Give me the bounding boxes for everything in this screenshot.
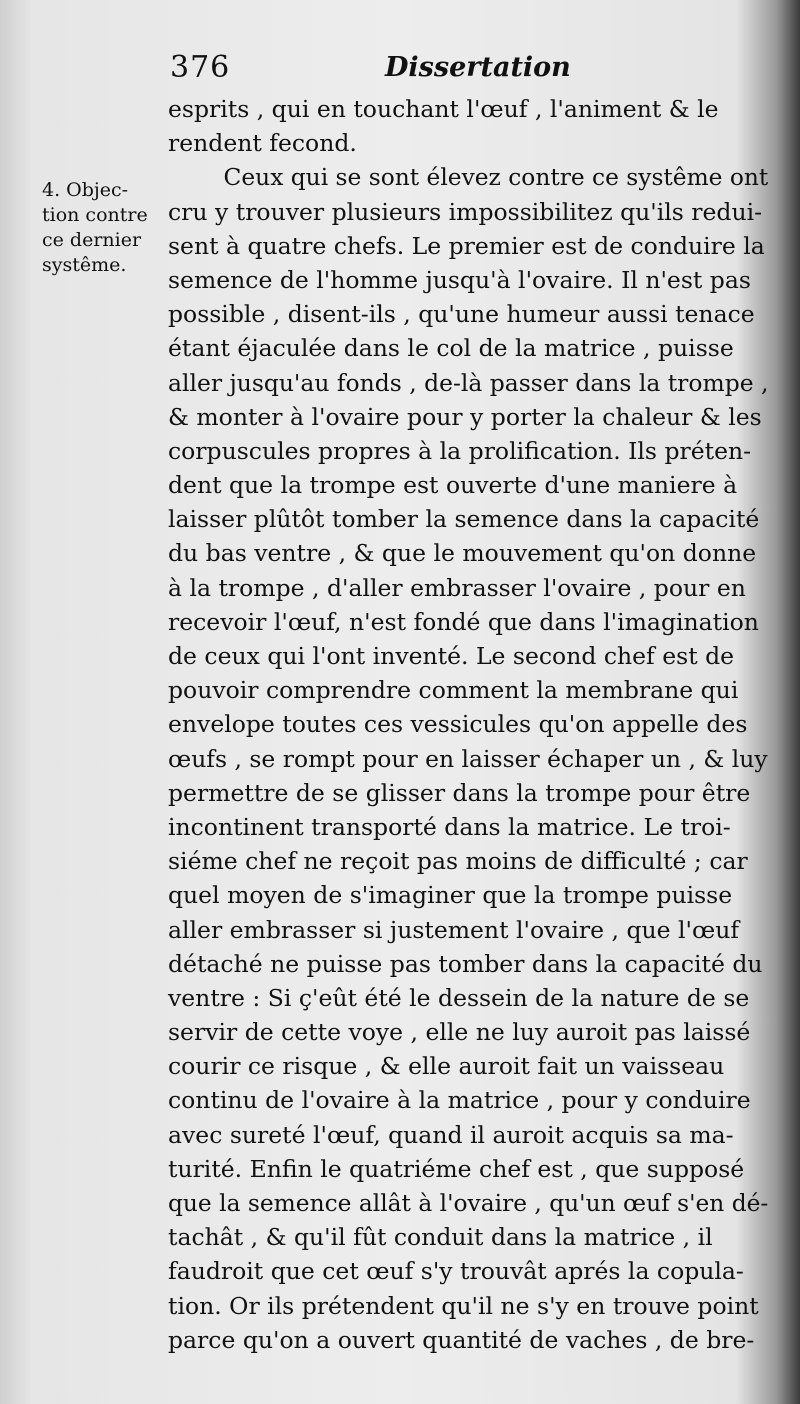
page-header [170,50,571,90]
text-line: & monter à l'ovaire pour y porter la chaleur & les [168,402,762,431]
text-line: avec sureté l'œuf, quand il auroit acquis sa ma- [168,1120,734,1149]
text-line: aller jusqu'au fonds , de-là passer dans la trompe , [168,368,769,397]
text-line: faudroit que cet œuf s'y trouvât aprés la copula- [168,1257,744,1286]
text-line: turité. Enfin le quatriéme chef est , que supposé [168,1154,745,1183]
text-line: cru y trouver plusieurs impossibilitez qu'ils redui- [168,197,763,226]
text-line: rendent fecond. [168,129,357,158]
margin-note [42,178,160,278]
text-line: de ceux qui l'ont inventé. Le second chef est de [168,642,735,670]
text-line: envelope toutes ces vessicules qu'on appelle des [168,710,748,739]
text-line: corpuscules propres à la prolification. Ils préten- [168,436,752,465]
text-line: possible , disent-ils , qu'une humeur aussi tenace [168,300,755,329]
paragraph-start-line: Ceux qui se sont élevez contre ce systême ont [223,163,769,192]
text-line: parce qu'on a ouvert quantité de vaches , de bre- [168,1325,755,1354]
text-line: servir de cette voye , elle ne luy auroit pas laissé [168,1018,751,1047]
margin-note-line: tion contre [42,204,148,226]
text-line: œufs , se rompt pour en laisser échaper un , & luy [168,744,768,773]
page-number: 376 [170,50,231,85]
text-line: aller embrasser si justement l'ovaire , que l'œuf [168,915,740,944]
text-line: permettre de se glisser dans la trompe pour être [168,778,751,807]
margin-note-line: ce dernier [42,229,142,251]
text-line: courir ce risque , & elle auroit fait un vaisseau [168,1052,725,1081]
text-line: siéme chef ne reçoit pas moins de difficulté ; car [168,847,748,876]
running-title: Dissertation [385,52,571,83]
text-line: quel moyen de s'imaginer que la trompe puisse [168,881,733,910]
margin-note-line: systême. [42,254,127,276]
text-line: laisser plûtôt tomber la semence dans la capacité [168,505,760,534]
text-line: esprits , qui en touchant l'œuf , l'animent & le [168,95,719,123]
text-line: continu de l'ovaire à la matrice , pour y conduire [168,1086,751,1115]
text-line: détaché ne puisse pas tomber dans la capacité du [168,949,763,978]
text-line: pouvoir comprendre comment la membrane qui [168,676,739,705]
text-line: incontinent transporté dans la matrice. Le troi- [168,812,731,841]
text-line: ventre : Si ç'eût été le dessein de la nature de se [168,983,750,1012]
text-line: semence de l'homme jusqu'à l'ovaire. Il n'est pas [168,265,751,294]
text-line: à la trompe , d'aller embrasser l'ovaire , pour en [168,573,746,602]
text-line: tachât , & qu'il fût conduit dans la matrice , il [168,1223,713,1252]
text-line: étant éjaculée dans le col de la matrice , puisse [168,334,734,363]
text-line: recevoir l'œuf, n'est fondé que dans l'imagination [168,607,759,636]
text-line: du bas ventre , & que le mouvement qu'on donne [168,539,757,568]
body-text [168,92,768,1357]
margin-note-line: 4. Objec- [42,179,129,201]
text-line: sent à quatre chefs. Le premier est de conduire la [168,231,765,260]
text-line: que la semence allât à l'ovaire , qu'un œuf s'en dé- [168,1189,769,1217]
text-line: tion. Or ils prétendent qu'il ne s'y en trouve point [168,1291,759,1320]
text-line: dent que la trompe est ouverte d'une maniere à [168,471,738,500]
